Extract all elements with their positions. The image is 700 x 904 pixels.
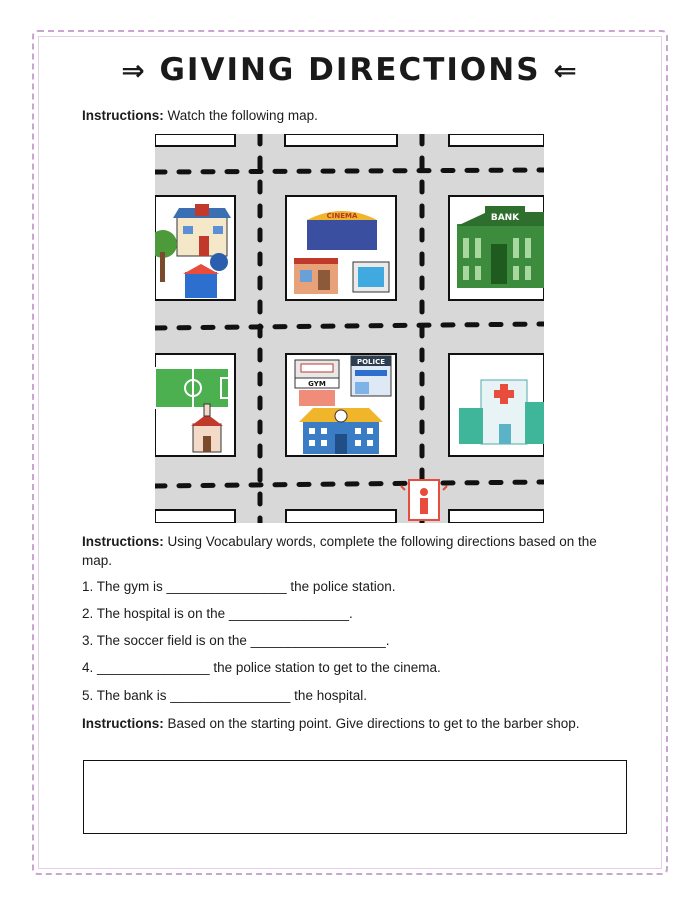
instruction-1-text: Watch the following map. [163,108,318,123]
answer-box[interactable] [83,760,627,834]
instruction-2 [82,532,622,570]
block-hospital [449,354,544,456]
question-2: 2. The hospital is on the ________________. [82,606,353,621]
block-bank [449,196,544,300]
police-sign: POLICE [356,358,386,366]
question-5: 5. The bank is ________________ the hospital. [82,688,367,703]
block-gym-police [286,354,396,456]
city-map [155,134,544,523]
block-barber-shop [155,196,235,300]
instruction-3-label: Instructions: [82,716,164,731]
bank-sign: BANK [490,213,520,223]
instruction-2-label: Instructions: [82,534,164,549]
instruction-2-text: Using Vocabulary words, complete the following directions based on the map. [82,534,597,568]
cinema-sign: CINEMA [326,212,358,220]
question-3: 3. The soccer field is on the __________________. [82,633,390,648]
title-text: GIVING DIRECTIONS [159,52,541,88]
block-cinema [286,196,396,300]
instruction-3 [82,714,622,733]
question-4: 4. _______________ the police station to get to the cinema. [82,660,441,675]
instruction-3-text: Based on the starting point. Give directions to get to the barber shop. [163,716,580,731]
gym-sign: GYM [308,380,326,388]
title-deco-left: ⇒ [121,54,147,87]
instruction-1-label: Instructions: [82,108,164,123]
worksheet-title [0,52,700,88]
block-soccer-field [155,354,235,456]
instruction-1 [82,106,318,125]
question-1: 1. The gym is ________________ the police station. [82,579,396,594]
title-deco-right: ⇐ [553,54,579,87]
